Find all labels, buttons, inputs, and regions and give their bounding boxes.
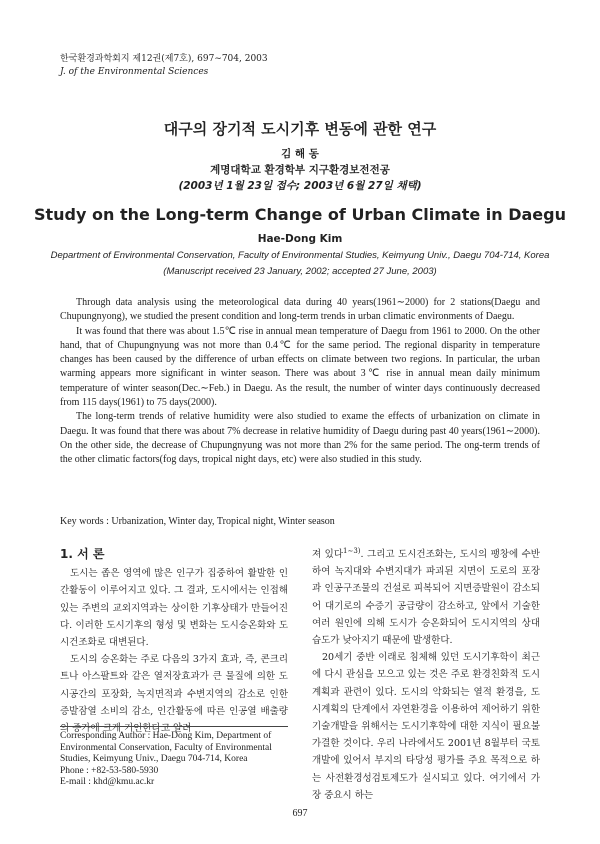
received-dates-en: (Manuscript received 23 January, 2002; accepted 27 June, 2003) xyxy=(163,266,437,277)
journal-name-en: J. of the Environmental Sciences xyxy=(60,67,209,77)
body-column-left xyxy=(60,546,288,737)
affiliation-ko: 계명대학교 환경학부 지구환경보전전공 xyxy=(210,164,390,176)
affiliation-en: Department of Environmental Conservation, Faculty of Environmental Studies, Keimyung Univ., Daegu 704-714, Korea xyxy=(50,250,550,261)
body-column-right xyxy=(312,546,540,804)
footnote-author: Corresponding Author : Hae-Dong Kim, Department of Environmental Conservation, Faculty of Environmental Studies, Keimyung Univ., Daegu 704-714, Korea xyxy=(60,731,272,764)
body-paragraph: 도시의 승온화는 주로 다음의 3가지 효과, 즉, 콘크리트나 아스팔트와 같은 열저장효과가 큰 물질에 의한 도시공간의 포장화, 녹지면적과 수변지역의 감소로 인한 증발잠열 소비의 감소, 인간활동에 따른 인공열 배출량의 증가에 크게 기인한다고 알려 xyxy=(60,654,288,735)
corresponding-author-footnote xyxy=(60,726,288,789)
received-dates-ko: (2003년 1월 23일 접수; 2003년 6월 27일 채택) xyxy=(178,180,422,192)
author-name-en: Hae-Dong Kim xyxy=(257,233,343,245)
paper-title-ko: 대구의 장기적 도시기후 변동에 관한 연구 xyxy=(163,120,437,138)
paragraph-rest: . 그리고 도시건조화는, 도시의 팽창에 수반하여 녹지대와 수변지대가 파괴된 지면이 도로의 포장과 인공구조물의 건설로 피복되어 지면증발원이 감소되어 대기로의 수증기 공급량이 감소하고, 앞에서 기술한 여러 원인에 의해 도시가 승온화되어 도시지역의 상대습도가 낮아지기 때문에 발생한다. xyxy=(312,549,540,647)
paper-title-en: Study on the Long-term Change of Urban Climate in Daegu xyxy=(33,205,566,224)
journal-header xyxy=(60,53,268,79)
body-paragraph xyxy=(312,546,540,649)
body-paragraph: 도시는 좁은 영역에 많은 인구가 집중하여 활발한 인간활동이 이루어지고 있다. 그 결과, 도시에서는 인접해 있는 주변의 교외지역과는 상이한 기후상태가 만들어진다. 이러한 도시기후의 형성 및 변화는 도시승온화와 도시건조화로 대변된다. xyxy=(60,568,288,649)
abstract-paragraph: The long-term trends of relative humidity were also studied to exame the effects of urbanization on climate in Daegu. It was found that there was about 7% decrease in relative humidity of Daegu during past 40 years(1961∼2000). On the other side, the decrease of Chupungnyung was not more than 2% for the same period. The ong-term trends of the other climatic factors(fog days, tropical night days, etc) were also studied in this study. xyxy=(60,411,540,466)
abstract xyxy=(60,296,540,468)
journal-citation-ko: 한국환경과학회지 제12권(제7호), 697∼704, 2003 xyxy=(60,54,268,64)
citation-superscript: 1∼3) xyxy=(343,546,361,555)
body-paragraph: 20세기 중반 이래로 침체해 있던 도시기후학이 최근에 다시 관심을 모으고 있는 것은 주로 환경친화적 도시계획과 관련이 있다. 도시의 악화되는 열적 환경을, 도시계획의 단계에서 자연환경을 이용하여 제어하기 위한 기술개발을 위해서는 도시기후학에 대한 지식이 필요불가결한 것이다. 우리 나라에서도 2001년 8월부터 국토개발에 있어서 부지의 타당성 평가를 주요 목적으로 하는 사전환경성검토제도가 실시되고 있다. 여기에서 가장 중요시 하는 xyxy=(312,652,540,801)
abstract-paragraph: Through data analysis using the meteorological data during 40 years(1961∼2000) for 2 stations(Daegu and Chupungnyong), we studied the present condition and long-term trends in urban climatic environments of Daegu. xyxy=(60,297,540,323)
abstract-paragraph: It was found that there was about 1.5℃ rise in annual mean temperature of Daegu from 1961 to 2000. On the other hand, that of Chupungnyung was not more than 0.4℃ for the same period. The regional disparity in temperature changes has been caused by the difference of urban effects on climate between two regions. In particular, the urban warming appears more significant in winter season. There was about 3℃ rise in annual mean daily minimum temperature of winter season(Dec.∼Feb.) in Daegu. As the result, the number of winter days continuously decreased from 115 days(1961) to 75 days(2000). xyxy=(60,325,540,409)
keywords: Key words : Urbanization, Winter day, Tropical night, Winter season xyxy=(60,516,335,527)
footnote-phone: Phone : +82-53-580-5930 xyxy=(60,765,159,776)
page-number: 697 xyxy=(292,808,308,819)
author-name-ko: 김 해 동 xyxy=(281,148,319,160)
section-heading-introduction: 1. 서 론 xyxy=(60,547,105,561)
paragraph-start: 져 있다 xyxy=(312,549,344,560)
footnote-email: E-mail : khd@kmu.ac.kr xyxy=(60,777,155,787)
